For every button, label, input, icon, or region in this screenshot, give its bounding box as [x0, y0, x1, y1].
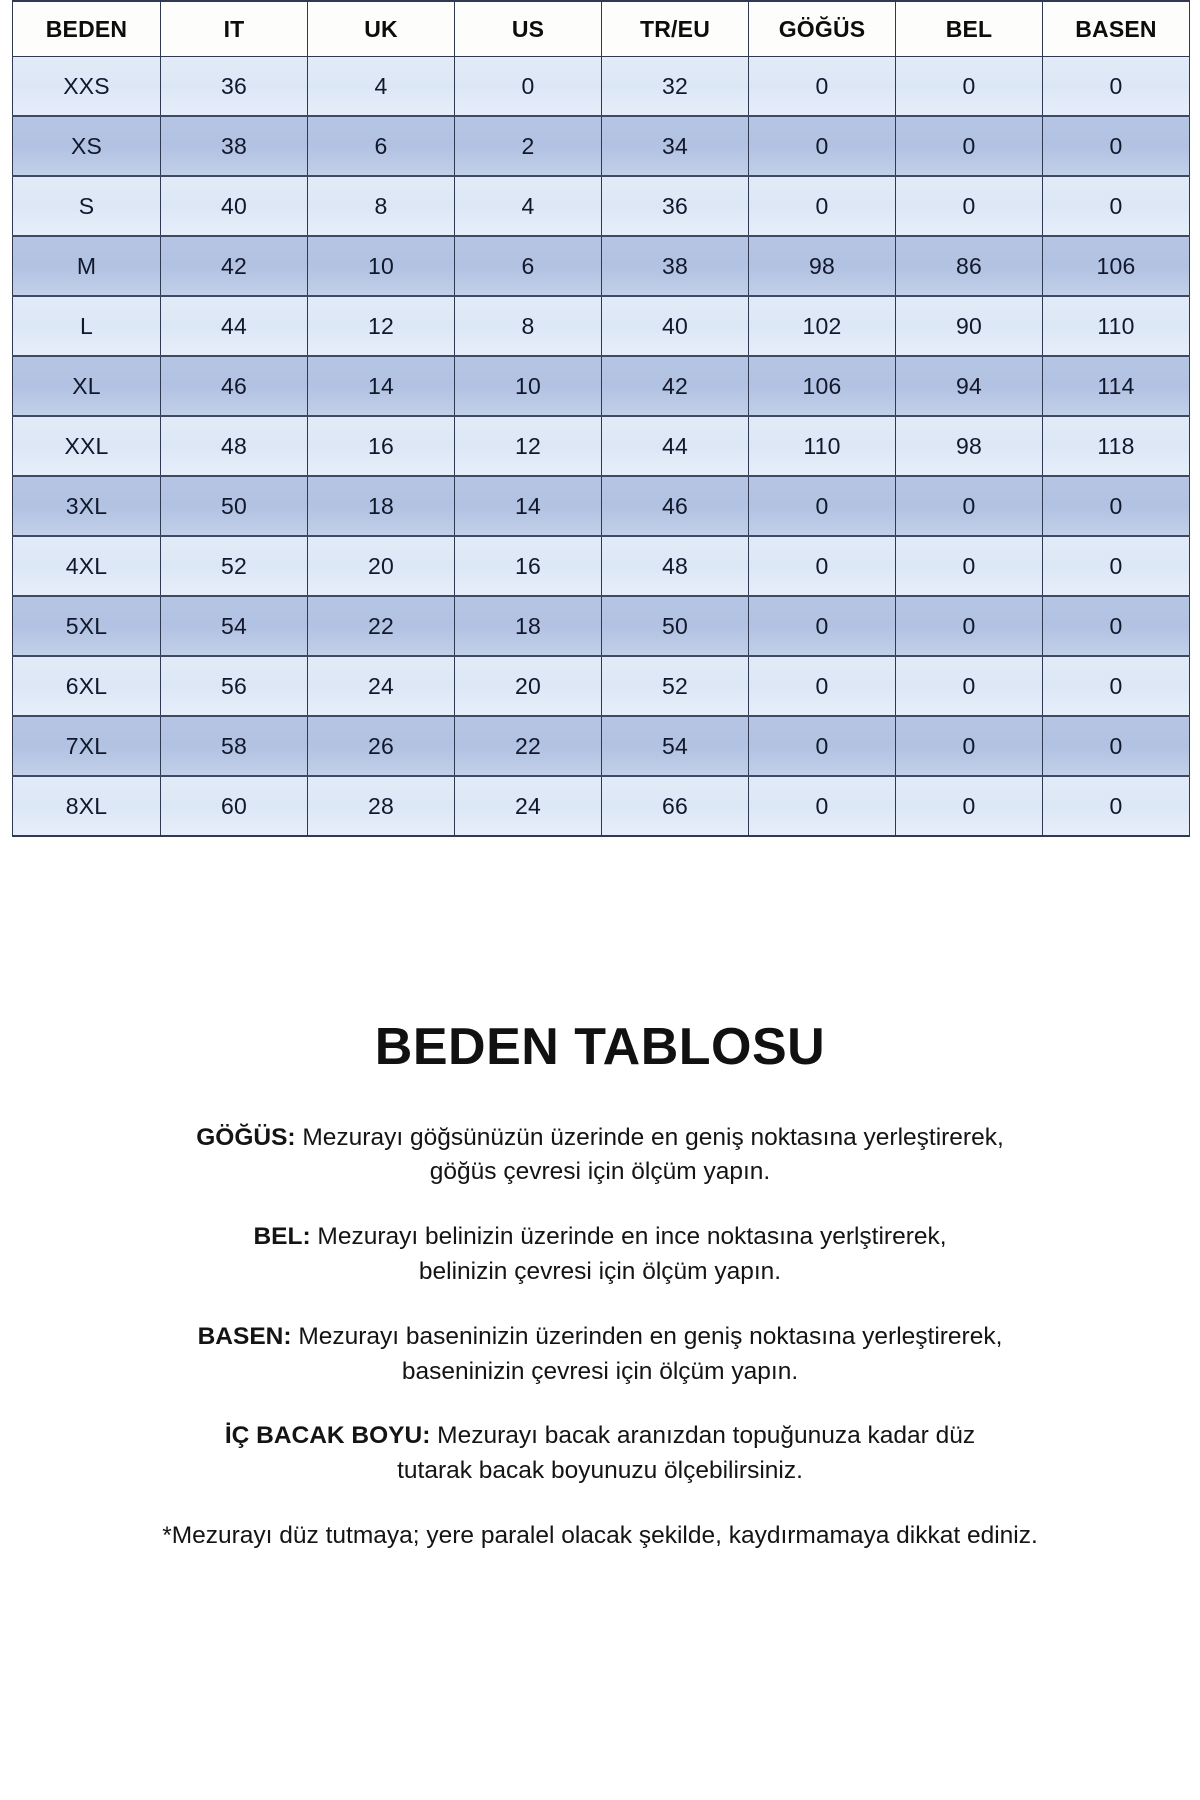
instruction-bel-label: BEL:: [253, 1223, 311, 1251]
instruction-basen-label: BASEN:: [197, 1322, 292, 1350]
cell-bel: 0: [896, 57, 1043, 117]
cell-it: 48: [161, 416, 308, 476]
instruction-ic-bacak-boyu-line1: [90, 1419, 1110, 1454]
column-header-bel: BEL: [896, 1, 1043, 57]
cell-uk: 12: [308, 296, 455, 356]
cell-bel: 0: [896, 656, 1043, 716]
table-row: [13, 296, 1190, 356]
cell-size: 6XL: [13, 656, 161, 716]
table-row: [13, 476, 1190, 536]
instruction-bel-line2: belinizin çevresi için ölçüm yapın.: [418, 1257, 782, 1285]
cell-uk: 24: [308, 656, 455, 716]
cell-tr-eu: 66: [602, 776, 749, 836]
cell-gogus: 0: [749, 176, 896, 236]
cell-basen: 114: [1043, 356, 1190, 416]
cell-us: 20: [455, 656, 602, 716]
cell-basen: 118: [1043, 416, 1190, 476]
cell-tr-eu: 34: [602, 116, 749, 176]
cell-it: 46: [161, 356, 308, 416]
cell-bel: 0: [896, 716, 1043, 776]
cell-gogus: 0: [749, 596, 896, 656]
cell-tr-eu: 48: [602, 536, 749, 596]
cell-it: 36: [161, 57, 308, 117]
instruction-gogus: [0, 1121, 1200, 1191]
cell-gogus: 106: [749, 356, 896, 416]
cell-size: 3XL: [13, 476, 161, 536]
cell-tr-eu: 50: [602, 596, 749, 656]
table-row: [13, 776, 1190, 836]
cell-bel: 0: [896, 776, 1043, 836]
cell-size: S: [13, 176, 161, 236]
cell-bel: 0: [896, 476, 1043, 536]
cell-bel: 0: [896, 116, 1043, 176]
cell-gogus: 102: [749, 296, 896, 356]
cell-us: 14: [455, 476, 602, 536]
cell-gogus: 0: [749, 476, 896, 536]
cell-it: 60: [161, 776, 308, 836]
cell-gogus: 0: [749, 536, 896, 596]
instruction-ic-bacak-boyu-line2: tutarak bacak boyunuzu ölçebilirsiniz.: [397, 1457, 803, 1485]
cell-bel: 0: [896, 176, 1043, 236]
cell-bel: 90: [896, 296, 1043, 356]
cell-basen: 0: [1043, 716, 1190, 776]
column-header-beden: BEDEN: [13, 1, 161, 57]
table-row: [13, 416, 1190, 476]
cell-gogus: 98: [749, 236, 896, 296]
cell-us: 24: [455, 776, 602, 836]
instruction-ic-bacak-boyu: [0, 1419, 1200, 1489]
cell-it: 42: [161, 236, 308, 296]
table-header-row: [13, 1, 1190, 57]
cell-gogus: 0: [749, 716, 896, 776]
cell-uk: 22: [308, 596, 455, 656]
cell-it: 44: [161, 296, 308, 356]
cell-it: 50: [161, 476, 308, 536]
cell-tr-eu: 52: [602, 656, 749, 716]
cell-it: 40: [161, 176, 308, 236]
instruction-gogus-label: GÖĞÜS:: [196, 1123, 296, 1151]
cell-basen: 106: [1043, 236, 1190, 296]
table-row: [13, 716, 1190, 776]
cell-it: 38: [161, 116, 308, 176]
cell-uk: 20: [308, 536, 455, 596]
size-chart-table: [12, 0, 1190, 837]
cell-size: 5XL: [13, 596, 161, 656]
table-row: [13, 356, 1190, 416]
table-row: [13, 116, 1190, 176]
cell-gogus: 0: [749, 116, 896, 176]
column-header-gogus: GÖĞÜS: [749, 1, 896, 57]
measurement-info-section: [0, 1020, 1200, 1554]
cell-uk: 6: [308, 116, 455, 176]
cell-size: XS: [13, 116, 161, 176]
instruction-gogus-text1: Mezurayı göğsünüzün üzerinde en geniş noktasına yerleştirerek,: [295, 1123, 1004, 1151]
cell-uk: 18: [308, 476, 455, 536]
cell-gogus: 0: [749, 656, 896, 716]
cell-uk: 8: [308, 176, 455, 236]
instruction-bel-text1: Mezurayı belinizin üzerinde en ince noktasına yerlştirerek,: [310, 1223, 947, 1251]
cell-basen: 0: [1043, 116, 1190, 176]
cell-tr-eu: 38: [602, 236, 749, 296]
cell-basen: 110: [1043, 296, 1190, 356]
column-header-us: US: [455, 1, 602, 57]
cell-us: 2: [455, 116, 602, 176]
cell-bel: 98: [896, 416, 1043, 476]
table-row: [13, 536, 1190, 596]
cell-gogus: 0: [749, 776, 896, 836]
cell-basen: 0: [1043, 596, 1190, 656]
column-header-basen: BASEN: [1043, 1, 1190, 57]
table-body: [13, 57, 1190, 837]
cell-us: 8: [455, 296, 602, 356]
cell-tr-eu: 54: [602, 716, 749, 776]
cell-basen: 0: [1043, 776, 1190, 836]
table-row: [13, 656, 1190, 716]
cell-tr-eu: 36: [602, 176, 749, 236]
cell-basen: 0: [1043, 536, 1190, 596]
size-chart-table-container: [12, 0, 1188, 837]
cell-uk: 4: [308, 57, 455, 117]
page-title: BEDEN TABLOSU: [374, 1018, 826, 1076]
column-header-it: IT: [161, 1, 308, 57]
cell-tr-eu: 40: [602, 296, 749, 356]
cell-us: 6: [455, 236, 602, 296]
cell-it: 56: [161, 656, 308, 716]
instruction-basen: [0, 1320, 1200, 1390]
column-header-tr-eu: TR/EU: [602, 1, 749, 57]
instruction-basen-line1: [90, 1320, 1110, 1355]
cell-size: XXL: [13, 416, 161, 476]
cell-basen: 0: [1043, 57, 1190, 117]
table-row: [13, 596, 1190, 656]
table-row: [13, 176, 1190, 236]
instruction-gogus-line2: göğüs çevresi için ölçüm yapın.: [429, 1158, 771, 1186]
cell-gogus: 0: [749, 57, 896, 117]
cell-size: M: [13, 236, 161, 296]
cell-size: XXS: [13, 57, 161, 117]
cell-us: 0: [455, 57, 602, 117]
cell-size: XL: [13, 356, 161, 416]
instruction-gogus-line1: [90, 1121, 1110, 1156]
cell-bel: 94: [896, 356, 1043, 416]
cell-uk: 14: [308, 356, 455, 416]
table-row: [13, 236, 1190, 296]
cell-bel: 0: [896, 536, 1043, 596]
cell-it: 52: [161, 536, 308, 596]
instruction-basen-line2: baseninizin çevresi için ölçüm yapın.: [401, 1357, 799, 1385]
cell-uk: 28: [308, 776, 455, 836]
cell-us: 4: [455, 176, 602, 236]
instruction-ic-bacak-boyu-text1: Mezurayı bacak aranızdan topuğunuza kadar düz: [430, 1422, 976, 1450]
cell-basen: 0: [1043, 476, 1190, 536]
cell-uk: 10: [308, 236, 455, 296]
cell-size: L: [13, 296, 161, 356]
measurement-footnote: *Mezurayı düz tutmaya; yere paralel olacak şekilde, kaydırmamaya dikkat ediniz.: [162, 1521, 1038, 1549]
cell-uk: 26: [308, 716, 455, 776]
cell-tr-eu: 44: [602, 416, 749, 476]
cell-it: 54: [161, 596, 308, 656]
table-row: [13, 57, 1190, 117]
table-header: [13, 1, 1190, 57]
cell-us: 10: [455, 356, 602, 416]
cell-us: 12: [455, 416, 602, 476]
cell-basen: 0: [1043, 176, 1190, 236]
instruction-basen-text1: Mezurayı baseninizin üzerinden en geniş noktasına yerleştirerek,: [291, 1322, 1003, 1350]
cell-size: 4XL: [13, 536, 161, 596]
cell-tr-eu: 42: [602, 356, 749, 416]
cell-uk: 16: [308, 416, 455, 476]
instruction-ic-bacak-boyu-label: İÇ BACAK BOYU:: [224, 1422, 431, 1450]
cell-bel: 86: [896, 236, 1043, 296]
cell-us: 22: [455, 716, 602, 776]
cell-basen: 0: [1043, 656, 1190, 716]
cell-tr-eu: 46: [602, 476, 749, 536]
cell-tr-eu: 32: [602, 57, 749, 117]
instruction-bel: [0, 1220, 1200, 1290]
cell-gogus: 110: [749, 416, 896, 476]
column-header-uk: UK: [308, 1, 455, 57]
cell-size: 7XL: [13, 716, 161, 776]
cell-us: 16: [455, 536, 602, 596]
instruction-bel-line1: [90, 1220, 1110, 1255]
cell-size: 8XL: [13, 776, 161, 836]
cell-us: 18: [455, 596, 602, 656]
cell-it: 58: [161, 716, 308, 776]
cell-bel: 0: [896, 596, 1043, 656]
